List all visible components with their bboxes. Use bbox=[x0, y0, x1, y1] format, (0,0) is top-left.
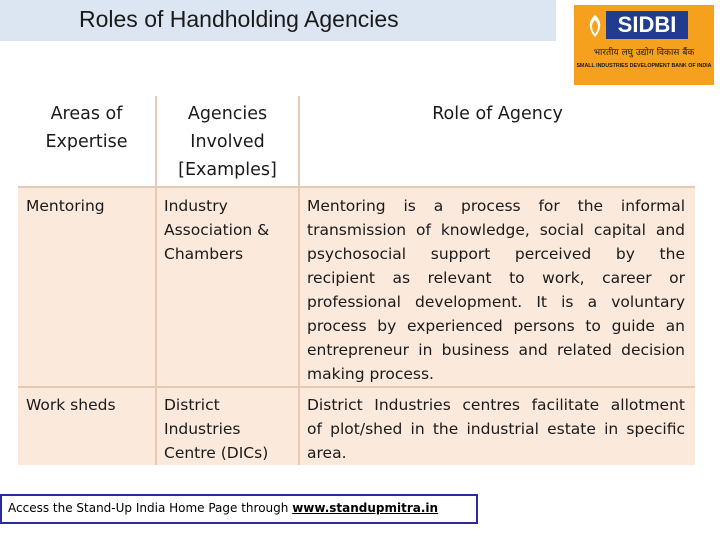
role-line: psychosocial support perceived by the bbox=[307, 245, 685, 263]
agency-line: Industry bbox=[164, 197, 228, 215]
role-line: transmission of knowledge, social capital and bbox=[307, 221, 685, 239]
footer-banner bbox=[0, 494, 478, 524]
header-cell-role bbox=[300, 96, 695, 186]
header-line: Involved bbox=[190, 132, 265, 152]
column-divider bbox=[155, 96, 157, 465]
area-cell: Work sheds bbox=[26, 396, 116, 414]
logo-hindi-text: भारतीय लघु उद्योग विकास बैंक bbox=[593, 48, 695, 58]
table-row-worksheds-area bbox=[26, 393, 151, 417]
role-line: of plot/shed in the industrial estate in specific bbox=[307, 420, 685, 438]
role-line: professional development. It is a voluntary bbox=[307, 293, 685, 311]
standupmitra-link[interactable]: www.standupmitra.in bbox=[292, 501, 439, 515]
role-line: area. bbox=[307, 444, 347, 462]
header-line: Areas of bbox=[50, 104, 123, 124]
role-line: entrepreneur in business and related decision bbox=[307, 341, 685, 359]
agency-line: District bbox=[164, 396, 220, 414]
table-row-mentoring-area bbox=[26, 194, 151, 218]
sidbi-emblem-icon bbox=[584, 13, 606, 39]
table-row-mentoring-role bbox=[307, 194, 685, 386]
row-divider bbox=[18, 386, 695, 388]
header-cell-areas bbox=[18, 96, 155, 186]
header-line: [Examples] bbox=[178, 160, 277, 180]
area-cell: Mentoring bbox=[26, 197, 105, 215]
role-line: process by experienced persons to guide an bbox=[307, 317, 685, 335]
agency-line bbox=[164, 218, 292, 242]
role-line: Mentoring is a process for the informal bbox=[307, 197, 685, 215]
role-line: District Industries centres facilitate allotment bbox=[307, 396, 685, 414]
title-bar bbox=[0, 0, 556, 41]
agency-line: Industries bbox=[164, 420, 241, 438]
logo-name: SIDBI bbox=[606, 11, 688, 39]
footer-label: Access the Stand-Up India Home Page through bbox=[8, 501, 293, 515]
table-row-mentoring-agency bbox=[164, 194, 292, 266]
agency-line-text: Association & bbox=[164, 221, 270, 239]
sidbi-logo bbox=[574, 5, 714, 85]
header-cell-agencies bbox=[157, 96, 298, 186]
role-line: recipient as relevant to work, career or bbox=[307, 269, 685, 287]
agency-line: Centre (DICs) bbox=[164, 444, 269, 462]
column-divider bbox=[298, 96, 300, 465]
header-line: Agencies bbox=[187, 104, 268, 124]
table-row-worksheds-agency bbox=[164, 393, 292, 465]
header-line: Expertise bbox=[45, 132, 128, 152]
header-line: Role of Agency bbox=[432, 104, 563, 124]
agency-line: Chambers bbox=[164, 245, 244, 263]
footer-text bbox=[8, 501, 438, 515]
page-title: Roles of Handholding Agencies bbox=[79, 6, 399, 32]
role-line: making process. bbox=[307, 365, 434, 383]
logo-subtitle: SMALL INDUSTRIES DEVELOPMENT BANK OF INDIA bbox=[576, 63, 712, 69]
row-divider bbox=[18, 186, 695, 188]
table-row-worksheds-role bbox=[307, 393, 685, 465]
